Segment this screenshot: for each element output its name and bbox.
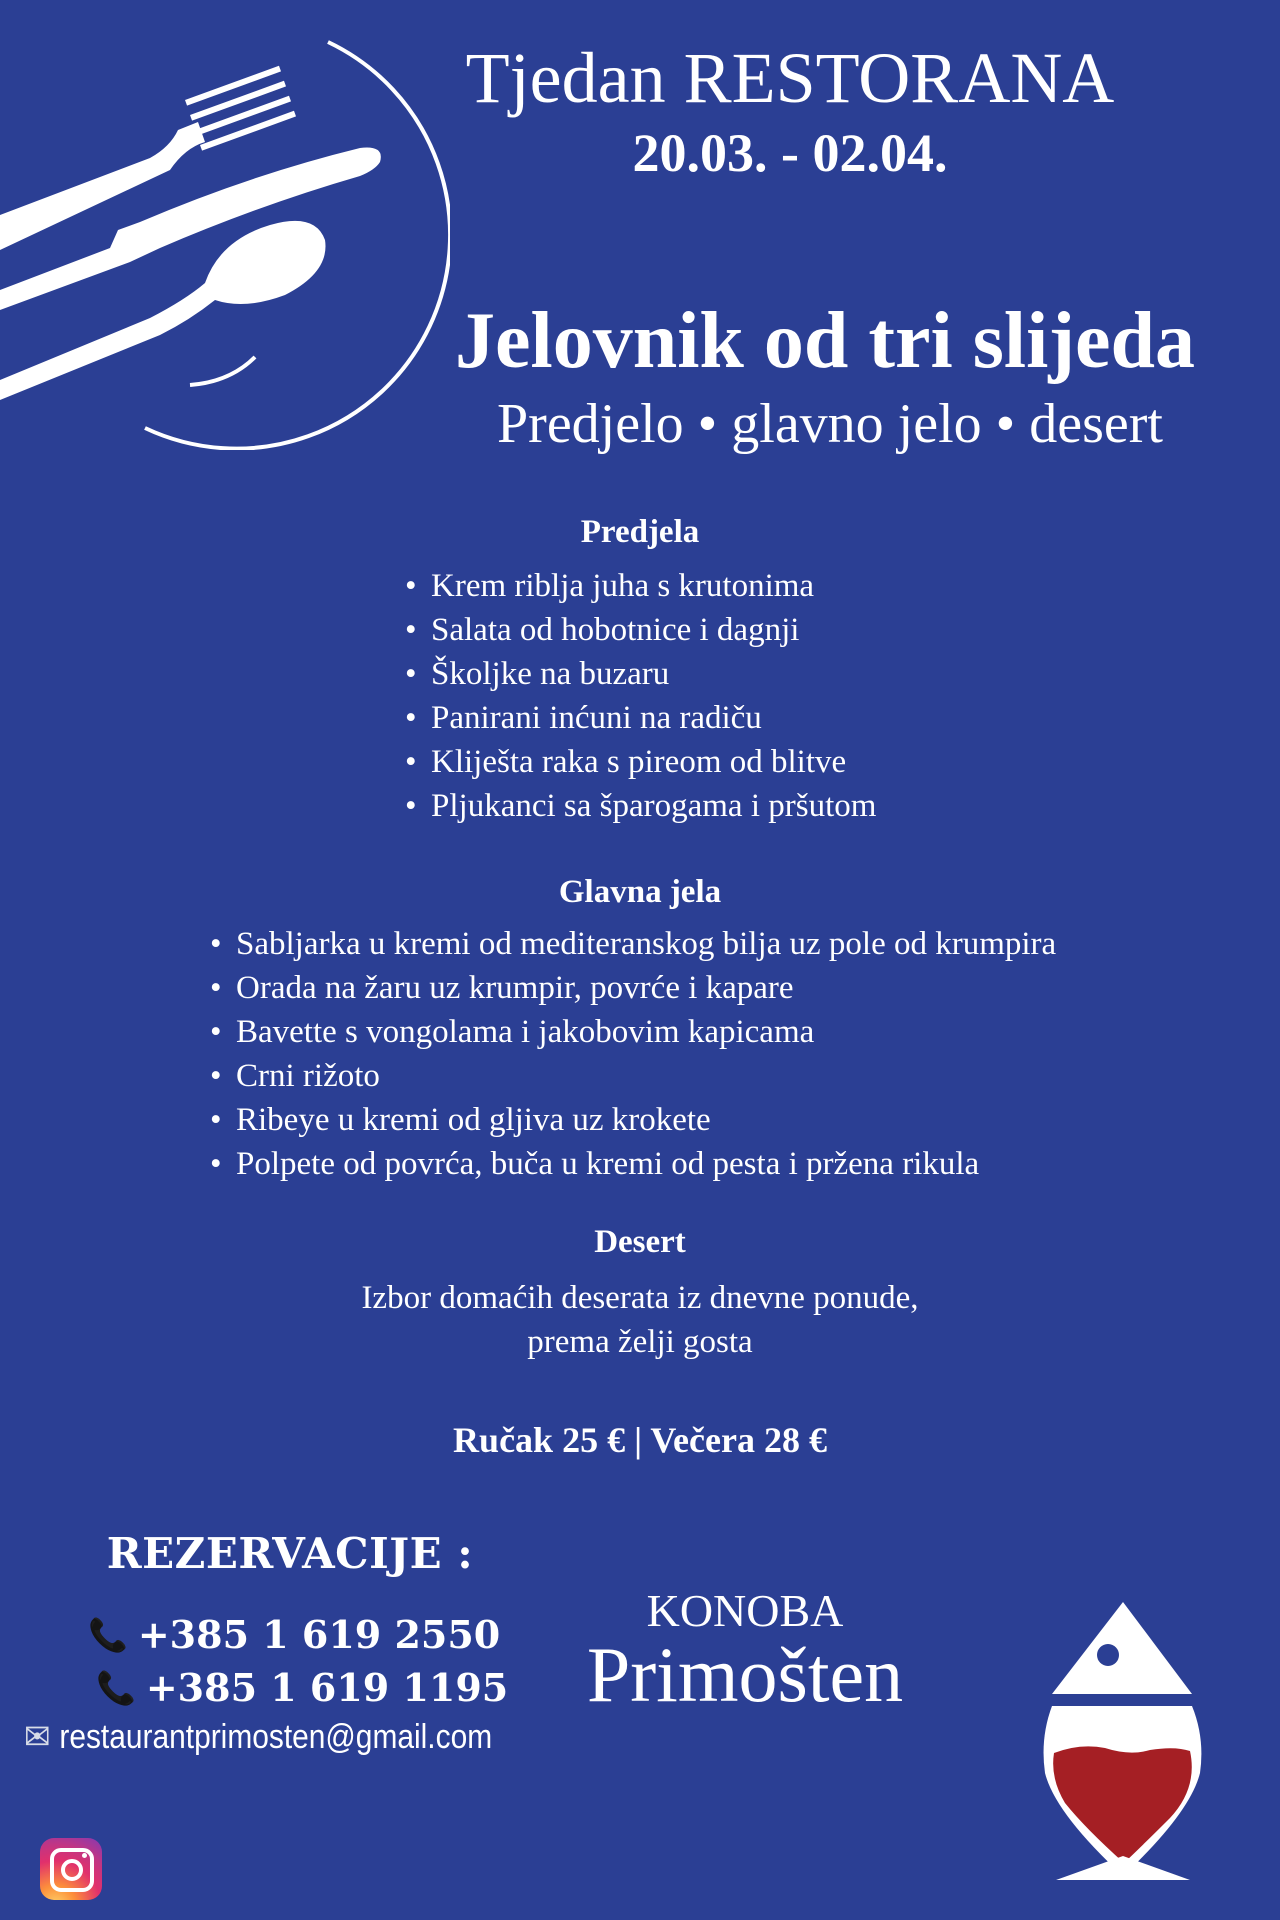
fish-wine-logo-icon — [1040, 1598, 1210, 1883]
courses-subtitle: Predjelo • glavno jelo • desert — [497, 393, 1163, 455]
event-title: Tjedan RESTORANA — [465, 38, 1115, 118]
phone-number-1: +385 1 619 2550 — [137, 1612, 501, 1657]
starters-list — [405, 564, 876, 828]
list-item: • Crni rižoto — [210, 1054, 1056, 1098]
list-item: • Polpete od povrća, buča u kremi od pesta i pržena rikula — [210, 1142, 1056, 1186]
dessert-line-1: Izbor domaćih deserata iz dnevne ponude, — [361, 1280, 919, 1316]
mains-heading: Glavna jela — [558, 874, 722, 910]
email-link[interactable] — [24, 1716, 492, 1758]
starters-heading: Predjela — [580, 514, 700, 550]
reservations-title: REZERVACIJE : — [106, 1529, 474, 1578]
dessert-heading: Desert — [594, 1224, 686, 1260]
list-item: • Panirani inćuni na radiču — [405, 696, 876, 740]
cutlery-plate-icon — [0, 30, 450, 450]
phone-icon: 📞 — [88, 1616, 128, 1654]
list-item: • Pljukanci sa šparogama i pršutom — [405, 784, 876, 828]
list-item: • Orada na žaru uz krumpir, povrće i kapare — [210, 966, 1056, 1010]
mains-list — [210, 922, 1056, 1186]
brand-konoba: KONOBA — [646, 1585, 844, 1636]
phone-link-2[interactable] — [96, 1665, 508, 1711]
list-item: • Krem riblja juha s krutonima — [405, 564, 876, 608]
instagram-icon[interactable] — [40, 1838, 102, 1900]
list-item: • Ribeye u kremi od gljiva uz krokete — [210, 1098, 1056, 1142]
list-item: • Sabljarka u kremi od mediteranskog bilja uz pole od krumpira — [210, 922, 1056, 966]
list-item: • Bavette s vongolama i jakobovim kapicama — [210, 1010, 1056, 1054]
dessert-line-2: prema želji gosta — [527, 1324, 753, 1360]
list-item: • Kliješta raka s pireom od blitve — [405, 740, 876, 784]
email-address: restaurantprimosten@gmail.com — [59, 1718, 493, 1756]
brand-name: Primošten — [586, 1631, 904, 1718]
phone-link-1[interactable] — [88, 1612, 500, 1658]
phone-number-2: +385 1 619 1195 — [145, 1665, 509, 1710]
envelope-icon: ✉ — [24, 1716, 51, 1757]
price-line: Ručak 25 € | Večera 28 € — [453, 1420, 827, 1460]
phone-icon: 📞 — [96, 1669, 136, 1707]
list-item: • Školjke na buzaru — [405, 652, 876, 696]
menu-title: Jelovnik od tri slijeda — [454, 297, 1196, 385]
list-item: • Salata od hobotnice i dagnji — [405, 608, 876, 652]
event-dates: 20.03. - 02.04. — [632, 123, 948, 183]
